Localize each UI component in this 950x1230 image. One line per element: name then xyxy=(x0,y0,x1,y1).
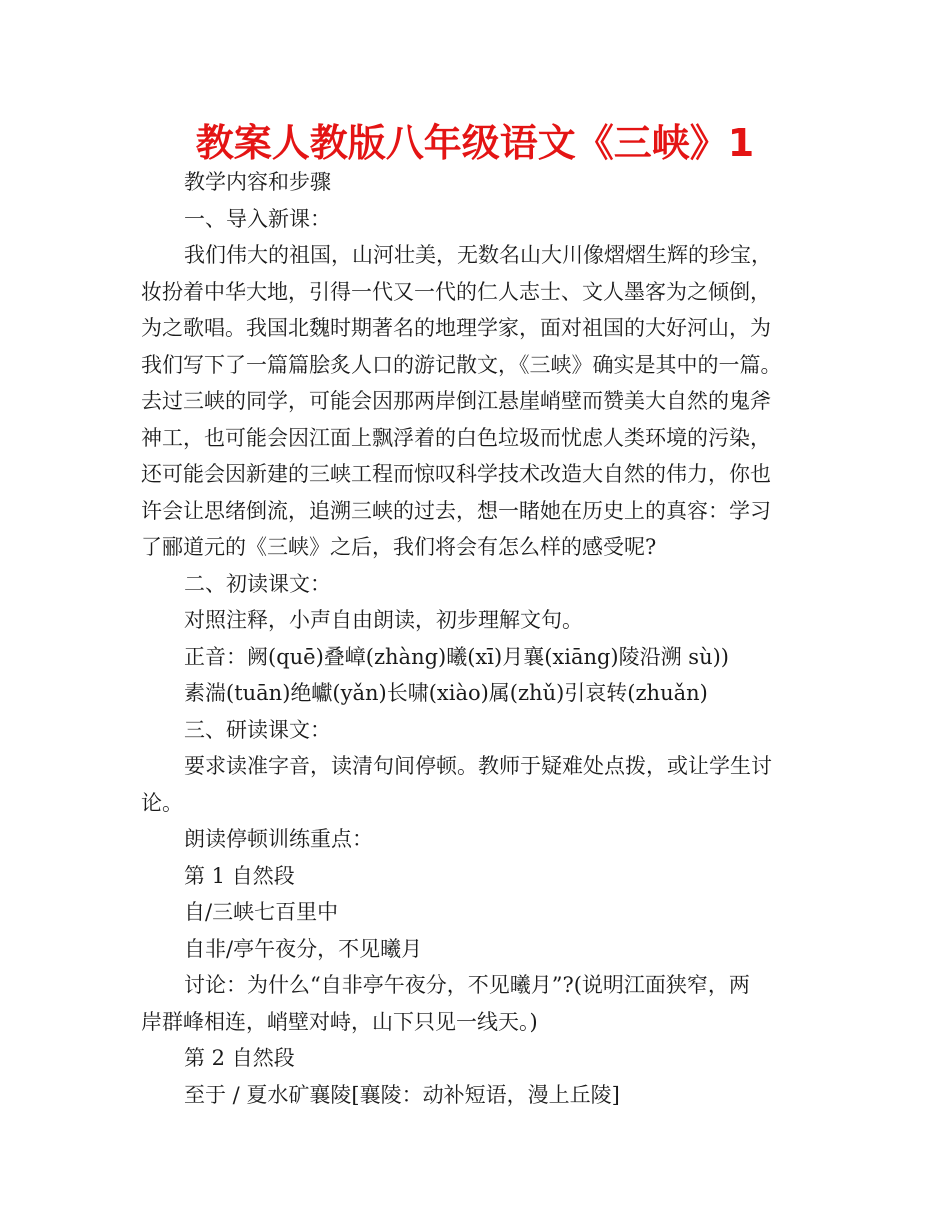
text-line: 三、研读课文： xyxy=(184,717,331,742)
text-line: 第 2 自然段 xyxy=(184,1046,295,1070)
text-line: 神工，也可能会因江面上飘浮着的白色垃圾而忧虑人类环境的污染， xyxy=(141,425,771,450)
text-line: 去过三峡的同学，可能会因那两岸倒江悬崖峭壁而赞美大自然的鬼斧 xyxy=(141,389,771,413)
document-body xyxy=(141,164,821,1113)
text-line: 论。 xyxy=(141,790,183,815)
text-line: 教学内容和步骤 xyxy=(184,170,331,194)
text-line: 自非/亭午夜分，不见曦月 xyxy=(184,936,423,961)
text-line: 讨论：为什么“自非亭午夜分，不见曦月”?(说明江面狭窄，两 xyxy=(184,973,750,997)
text-line: 要求读准字音，读清句间停顿。教师于疑难处点拨，或让学生讨 xyxy=(184,754,772,778)
text-line: 还可能会因新建的三峡工程而惊叹科学技术改造大自然的伟力，你也 xyxy=(141,462,771,486)
text-line: 一、导入新课： xyxy=(184,206,331,231)
text-line: 为之歌唱。我国北魏时期著名的地理学家，面对祖国的大好河山，为 xyxy=(141,316,771,340)
text-line: 二、初读课文： xyxy=(184,571,331,596)
text-line: 正音：阙(quē)叠嶂(zhàng)曦(xī)月襄(xiāng)陵沿溯 sù)) xyxy=(184,644,729,669)
text-line: 朗读停顿训练重点： xyxy=(184,827,373,851)
text-line: 至于 / 夏水矿襄陵[襄陵：动补短语，漫上丘陵] xyxy=(184,1082,620,1107)
text-line: 岸群峰相连，峭壁对峙，山下只见一线天。) xyxy=(141,1009,538,1034)
text-line: 自/三峡七百里中 xyxy=(184,900,339,924)
text-line: 许会让思绪倒流，追溯三峡的过去，想一睹她在历史上的真容：学习 xyxy=(141,498,771,523)
text-line: 我们写下了一篇篇脍炙人口的游记散文，《三峡》确实是其中的一篇。 xyxy=(141,352,782,377)
text-line: 妆扮着中华大地，引得一代又一代的仁人志士、文人墨客为之倾倒， xyxy=(141,279,771,304)
text-line: 素湍(tuān)绝巘(yǎn)长啸(xiào)属(zhǔ)引哀转(zhuǎn) xyxy=(184,681,708,705)
text-line: 第 1 自然段 xyxy=(184,863,295,888)
text-line: 对照注释，小声自由朗读，初步理解文句。 xyxy=(184,608,583,632)
text-line: 我们伟大的祖国，山河壮美，无数名山大川像熠熠生辉的珍宝， xyxy=(184,243,772,267)
document-title: 教案人教版八年级语文《三峡》1 xyxy=(195,121,755,165)
text-line: 了郦道元的《三峡》之后，我们将会有怎么样的感受呢? xyxy=(141,535,657,559)
